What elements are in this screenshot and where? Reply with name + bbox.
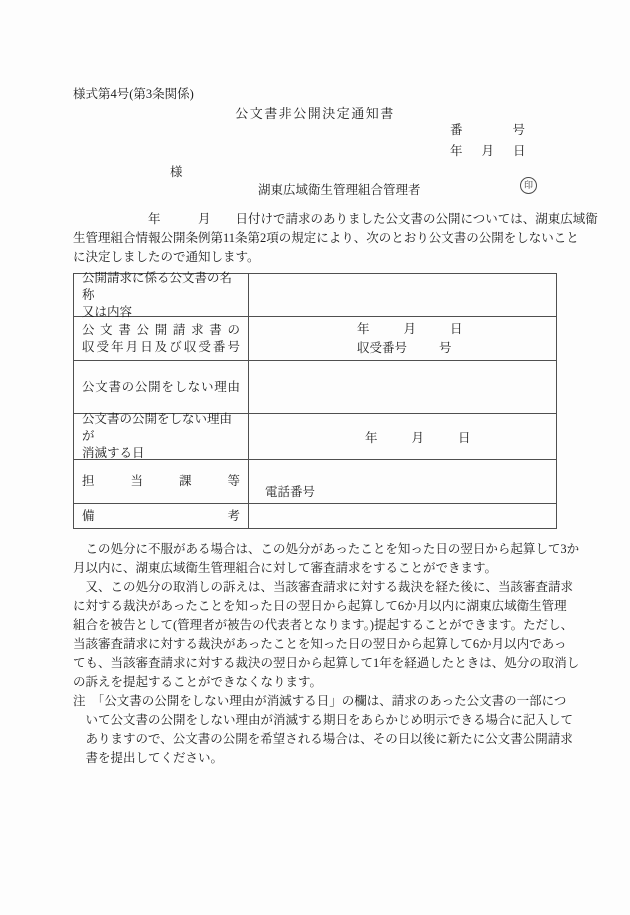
row-label: 消滅する日 (82, 446, 145, 460)
nondisclosure-reason-row (74, 361, 556, 414)
intro-line: に決定しましたので通知します。 (73, 250, 260, 264)
date-year-label: 年 (357, 322, 370, 336)
row-label: 公文書の公開をしない理由 (82, 379, 240, 394)
body-line: 月以内に、湖東広域衛生管理組合に対して審査請求をすることができます。 (73, 561, 498, 575)
document-date-line (450, 141, 526, 159)
row-label-cell (74, 361, 249, 413)
date-day-label: 日 (458, 430, 471, 445)
addressee-honorific: 様 (170, 165, 183, 179)
remarks-row (74, 504, 556, 528)
date-year-label: 年 (365, 430, 378, 445)
body-line: 当該審査請求に対する裁決があったことを知った日の翌日から起算して6か月以内であっ (73, 637, 567, 651)
seal-icon: 印 (520, 177, 537, 194)
form-number: 様式第4号(第3条関係) (73, 87, 194, 101)
receipt-date-row (74, 317, 556, 361)
date-month-label: 月 (403, 322, 417, 336)
body-line: 組合を被告として(管理者が被告の代表者となります。)提起することができます。ただし、 (73, 618, 574, 632)
remarks-value-cell (249, 504, 556, 528)
row-label: 又は内容 (82, 304, 133, 319)
row-label-cell (74, 504, 249, 528)
body-line: 又、この処分の取消しの訴えは、当該審査請求に対する裁決を経た後に、当該審査請求 (73, 580, 574, 594)
nondisclosure-reason-value-cell (249, 361, 556, 413)
number-label: 番 (450, 123, 463, 137)
receipt-date-line (357, 321, 556, 337)
reason-expiry-row (74, 414, 556, 460)
notice-table (73, 270, 557, 529)
body-line: いて公文書の公開をしない理由が消滅する期日をあらかじめ明示できる場合に記入して (73, 713, 574, 727)
date-day-label: 日 (450, 322, 463, 336)
issuer-name: 湖東広域衛生管理組合管理者 (258, 183, 421, 197)
reason-expiry-value-cell (249, 414, 556, 459)
date-year-label: 年 (450, 144, 463, 158)
expiry-date-line (365, 428, 556, 446)
row-label-cell (74, 317, 249, 360)
responsible-division-row (74, 460, 556, 504)
receipt-number-unit: 号 (439, 341, 452, 355)
row-label: 担当課等 (82, 474, 240, 488)
phone-number-label: 電話番号 (265, 485, 316, 499)
receipt-date-value-cell (249, 317, 556, 360)
body-line: 書を提出してください。 (73, 751, 224, 765)
subject-document-row (74, 270, 556, 319)
row-label: 備考 (82, 508, 240, 523)
body-line: に対する裁決があったことを知った日の翌日から起算して6か月以内に湖東広域衛生管理 (73, 599, 567, 613)
body-line: ても、当該審査請求に対する裁決の翌日から起算して1年を経過したときは、処分の取消し (73, 656, 580, 670)
intro-paragraph (73, 210, 598, 267)
appeal-and-note-paragraph (73, 540, 579, 768)
body-line: この処分に不服がある場合は、この処分があったことを知った日の翌日から起算して3か (73, 542, 580, 556)
row-label: 公文書公開請求書の (82, 322, 240, 337)
body-line: 注 「公文書の公開をしない理由が消滅する日」の欄は、請求のあった公文書の一部につ (73, 694, 567, 708)
date-month-label: 月 (481, 144, 495, 158)
date-month-label: 月 (411, 430, 425, 445)
receipt-number-label: 収受番号 (357, 341, 408, 355)
body-line: ありますので、公文書の公開を希望される場合は、その日以後に新たに公文書公開請求 (73, 732, 573, 746)
document-number-line (450, 120, 525, 138)
row-label: 収受年月日及び収受番号 (82, 339, 240, 354)
intro-line: 年 月 日付けで請求のありました公文書の公開については、湖東広域衛 (73, 212, 598, 226)
body-line: の訴えを提起することができなくなります。 (73, 675, 323, 689)
row-label-cell (74, 414, 249, 459)
page-title: 公文書非公開決定通知書 (235, 106, 395, 121)
intro-line: 生管理組合情報公開条例第11条第2項の規定により、次のとおり公文書の公開をしないこと (73, 231, 579, 245)
row-label: 公文書の公開をしない理由が (82, 412, 233, 443)
responsible-division-value-cell (249, 460, 556, 503)
row-label: 公開請求に係る公文書の名称 (82, 270, 233, 302)
number-unit: 号 (512, 123, 526, 137)
receipt-number-line (357, 340, 556, 356)
row-label-cell (74, 270, 249, 319)
date-day-label: 日 (513, 144, 526, 158)
subject-document-value-cell (249, 274, 556, 316)
row-label-cell (74, 460, 249, 503)
